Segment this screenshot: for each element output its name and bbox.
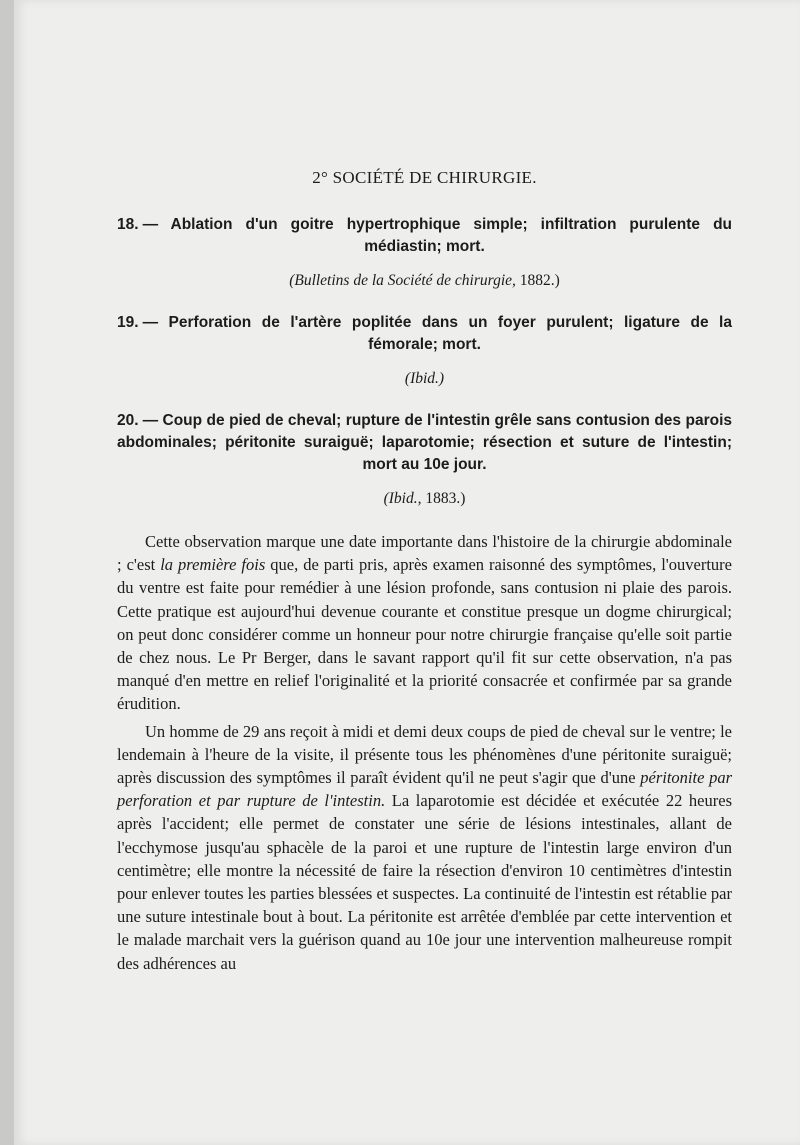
page [14, 0, 800, 1145]
source-year: 1882.) [515, 272, 560, 289]
section-title: 2° SOCIÉTÉ DE CHIRURGIE. [312, 168, 537, 187]
entry-number: 18. [117, 216, 139, 233]
paragraph-text: La laparotomie est décidée et exécutée 22 heures après l'accident; elle permet de constater une série de lésions intestinales, allant de l'ecchymose jusqu'au sphacèle de la paroi et une rupture de l'intestin large environ d'un centimètre; elle montre la nécessité de faire la résection d'environ 10 centimètres d'intestin pour enlever toutes les parties blessées et suspectes. La continuité de l'intestin est rétablie par une suture intestinale bout à bout. La péritonite est arrêtée d'emblée par cette intervention et le malade marchait vers la guérison quand au 10e jour une intervention malheureuse rompit des adhérences au [117, 791, 732, 973]
entry-title: — Coup de pied de cheval; rupture de l'intestin grêle sans contusion des parois abdominales; péritonite suraiguë; laparotomie; résection et suture de l'intestin; mort au 10e jour. [117, 412, 732, 473]
page-content [117, 168, 732, 979]
entry-number: 20. [117, 412, 139, 429]
source-reference: (Bulletins de la Société de chirurgie, [289, 272, 516, 289]
source-reference: (Ibid.) [404, 370, 445, 387]
entry-source [117, 370, 732, 388]
body-paragraph-1 [117, 530, 732, 716]
paragraph-emphasis: péritonite par perforation et par rupture de l'intestin. [117, 768, 732, 811]
entry-number: 19. [117, 314, 139, 331]
entry-heading [117, 410, 732, 476]
entry-source [117, 272, 732, 290]
paragraph-text: Un homme de 29 ans reçoit à midi et demi deux coups de pied de cheval sur le ventre; le lendemain à l'heure de la visite, il présente tous les phénomènes d'une péritonite suraiguë; après discussion des symptômes il paraît évident qu'il ne peut s'agir que d'une [117, 721, 732, 788]
entry-18 [117, 214, 732, 290]
source-year: 1883.) [421, 490, 466, 507]
entry-heading [117, 312, 732, 356]
body-paragraph-2 [117, 720, 732, 975]
source-reference: (Ibid., [383, 490, 422, 507]
paragraph-text: Cette observation marque une date importante dans l'histoire de la chirurgie abdominale ; c'est [117, 532, 732, 575]
entry-title: — Perforation de l'artère poplitée dans un foyer purulent; ligature de la fémorale; mort. [142, 314, 732, 353]
entry-20 [117, 410, 732, 508]
paragraph-text: que, de parti pris, après examen raisonné des symptômes, l'ouverture du ventre est faite pour remédier à une lésion profonde, sans contusion ni plaie des parois. Cette pratique est aujourd'hui devenue courante et constitue presque un dogme chirurgical; on peut donc considérer comme un honneur pour notre chirurgie française qu'elle soit partie de chez nous. Le Pr Berger, dans le savant rapport qu'il fit sur cette observation, n'a pas manqué d'en mettre en relief l'originalité et la priorité consacrée et confirmée par sa grande érudition. [117, 555, 732, 714]
entry-title: — Ablation d'un goitre hypertrophique simple; infiltration purulente du médiastin; mort. [142, 216, 732, 255]
paragraph-emphasis: la première fois [160, 555, 266, 575]
entry-19 [117, 312, 732, 388]
entry-heading [117, 214, 732, 258]
entry-source [117, 490, 732, 508]
